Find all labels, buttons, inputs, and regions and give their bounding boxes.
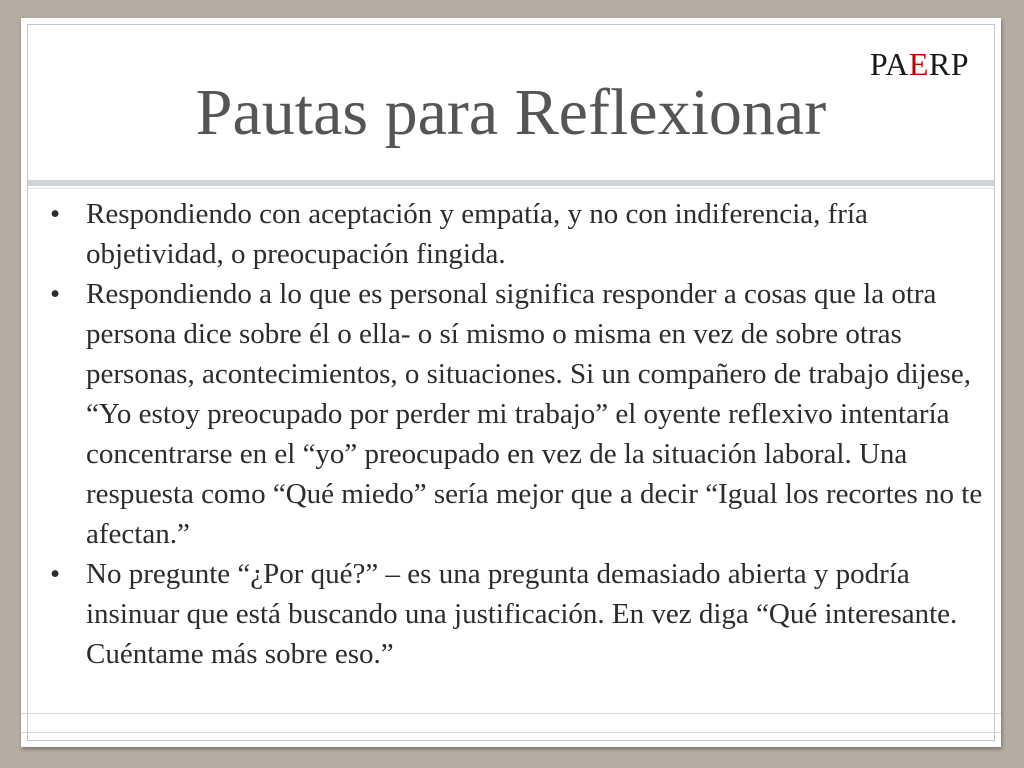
slide-title: Pautas para Reflexionar [195,76,827,149]
bottom-band [21,713,1001,733]
paerp-logo [870,48,969,80]
logo-part-2: RP [928,46,969,82]
bullet-item [47,274,987,554]
bullet-text: No pregunte “¿Por qué?” – es una pregunta demasiado abierta y podría insinuar que está buscando una justificación. En vez diga “Qué interesante. Cuéntame más sobre eso.” [86,558,958,670]
logo-part-1: PA [869,46,909,82]
bullet-item [47,194,987,274]
bullet-item [47,554,987,674]
title-divider [28,180,994,186]
logo-part-accent: E [908,46,929,82]
bullet-text: Respondiendo a lo que es personal significa responder a cosas que la otra persona dice sobre él o ella- o sí mismo o misma en vez de sobre otras personas, acontecimientos, o situaciones. Si un compañero de trabajo dijese, “Yo estoy preocupado por perder mi trabajo” el oyente reflexivo intentaría concentrarse en el “yo” preocupado en vez de la situación laboral. Una respuesta como “Qué miedo” sería mejor que a decir “Igual los recortes no te afectan.” [86,278,983,550]
bullet-icon: • [50,558,61,590]
bullet-list [47,194,987,674]
slide [21,18,1001,747]
bullet-text: Respondiendo con aceptación y empatía, y no con indiferencia, fría objetividad, o preocupación fingida. [86,198,868,270]
bullet-icon: • [50,198,61,230]
title-divider-thin [28,188,994,189]
bullet-icon: • [50,278,61,310]
